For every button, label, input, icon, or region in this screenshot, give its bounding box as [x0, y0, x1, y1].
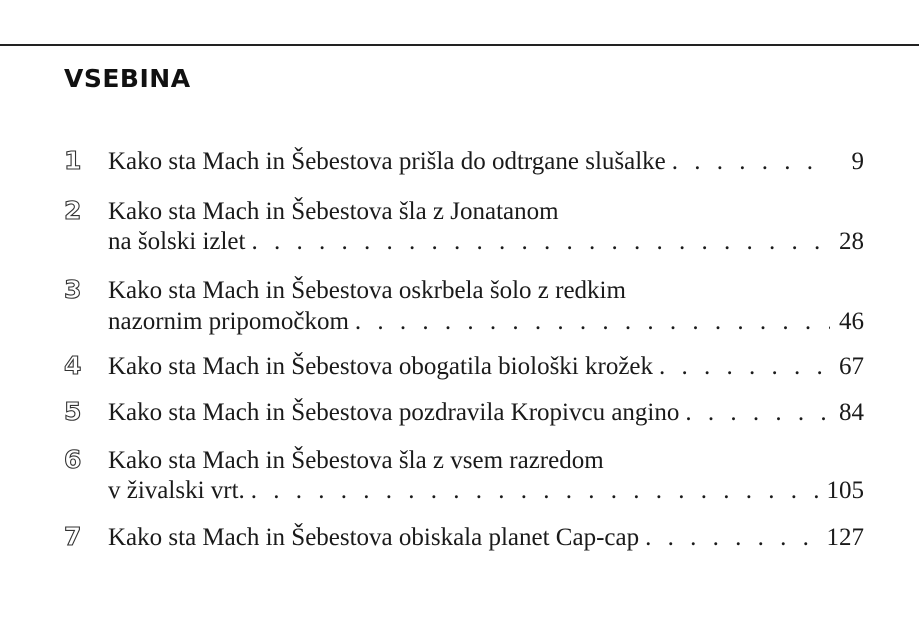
- chapter-number: 5: [64, 397, 82, 426]
- chapter-title: Kako sta Mach in Šebestova oskrbela šolo z redkim: [108, 277, 626, 304]
- toc-line: [108, 522, 864, 554]
- chapter-title: Kako sta Mach in Šebestova obogatila biološki krožek: [108, 353, 654, 380]
- toc-line: [108, 146, 864, 178]
- chapter-title: Kako sta Mach in Šebestova obiskala planet Cap-cap: [108, 524, 640, 551]
- page-number: 105: [826, 477, 864, 504]
- chapter-number: 1: [64, 146, 82, 175]
- dot-leader: [251, 226, 830, 258]
- dot-leader: [355, 306, 830, 338]
- chapter-title-continued: v živalski vrt.: [108, 477, 245, 504]
- dot-leader: [645, 522, 820, 554]
- page-number: 127: [826, 524, 864, 551]
- chapter-number: 6: [64, 445, 82, 474]
- chapter-title-continued: nazornim pripomočkom: [108, 308, 349, 335]
- chapter-number: 4: [64, 351, 82, 380]
- page-number: 84: [839, 399, 864, 426]
- chapter-number: 3: [64, 275, 82, 304]
- chapter-number: 2: [64, 196, 82, 225]
- page-number: 67: [839, 353, 864, 380]
- chapter-title: Kako sta Mach in Šebestova šla z Jonatanom: [108, 198, 559, 225]
- toc-line: [108, 475, 864, 507]
- toc-line: [108, 351, 864, 383]
- dot-leader: [251, 475, 821, 507]
- page-number: 28: [839, 228, 864, 255]
- dot-leader: [685, 397, 830, 429]
- toc-line: [108, 445, 864, 477]
- page-title: VSEBINA: [64, 64, 191, 93]
- dot-leader: [672, 146, 830, 178]
- page-number: 46: [839, 308, 864, 335]
- toc-line: [108, 226, 864, 258]
- chapter-number: 7: [64, 522, 82, 551]
- toc-line: [108, 275, 864, 307]
- chapter-title: Kako sta Mach in Šebestova prišla do odtrgane slušalke: [108, 148, 666, 175]
- page-number: 9: [851, 148, 864, 175]
- chapter-title-continued: na šolski izlet: [108, 228, 246, 255]
- toc-line: [108, 306, 864, 338]
- chapter-title: Kako sta Mach in Šebestova šla z vsem razredom: [108, 447, 604, 474]
- chapter-title: Kako sta Mach in Šebestova pozdravila Kropivcu angino: [108, 399, 680, 426]
- toc-line: [108, 397, 864, 429]
- toc-line: [108, 196, 864, 228]
- dot-leader: [659, 351, 830, 383]
